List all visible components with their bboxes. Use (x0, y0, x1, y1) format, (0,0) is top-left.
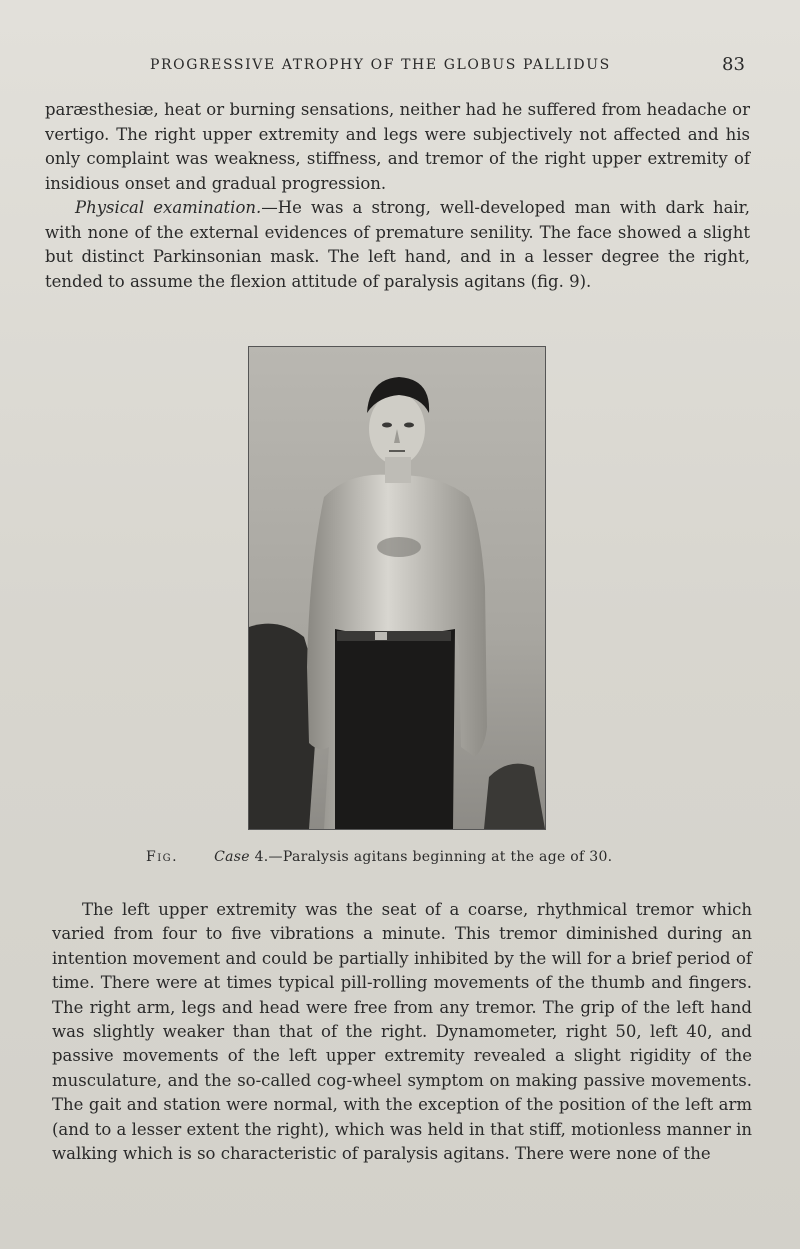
running-title: PROGRESSIVE ATROPHY OF THE GLOBUS PALLIDUS (150, 57, 611, 73)
caption-text: 4.—Paralysis agitans beginning at the age of 30. (249, 849, 613, 865)
paragraph-1 (45, 98, 750, 196)
patient-photograph (248, 346, 546, 830)
page-number: 83 (722, 54, 745, 75)
figure-caption (146, 849, 746, 865)
paragraph-2 (45, 196, 750, 294)
physical-examination-heading: Physical examination. (75, 198, 262, 217)
caption-case-word: Case (214, 849, 250, 865)
paragraph-1-text: parӕsthesiӕ, heat or burning sensations, neither had he suffered from headache or vertigo. The right upper extremity and legs were subjectively not affected and his only complaint was weakness, stiffness, and tremor of the right upper extremity of insidious onset and gradual progression. (45, 100, 750, 193)
paragraph-3-text: The left upper extremity was the seat of a coarse, rhythmical tremor which varied from four to five vibrations a minute. This tremor diminished during an intention movement and could be partially inhibited by the will for a brief period of time. There were at times typical pill-rolling movements of the thumb and fingers. The right arm, legs and head were free from any tremor. The grip of the left hand was slightly weaker than that of the right. Dynamometer, right 50, left 40, and passive movements of the left upper extremity revealed a slight rigidity of the musculature, and the so-called cog-wheel symptom on making passive movements. The gait and station were normal, with the exception of the position of the left arm (and to a lesser extent the right), which was held in that stiff, motionless manner in walking which is so characteristic of paralysis agitans. There were none of the (52, 900, 752, 1164)
paragraph-3 (52, 898, 752, 1166)
paragraph-2-text: —He was a strong, well-developed man with dark hair, with none of the external evidences of premature senility. The face showed a slight but distinct Parkinsonian mask. The left hand, and in a lesser degree the right, tended to assume the flexion attitude of paralysis agitans (fig. 9). (45, 198, 751, 291)
running-head (0, 54, 800, 78)
figure-label: Fig. (146, 849, 179, 865)
